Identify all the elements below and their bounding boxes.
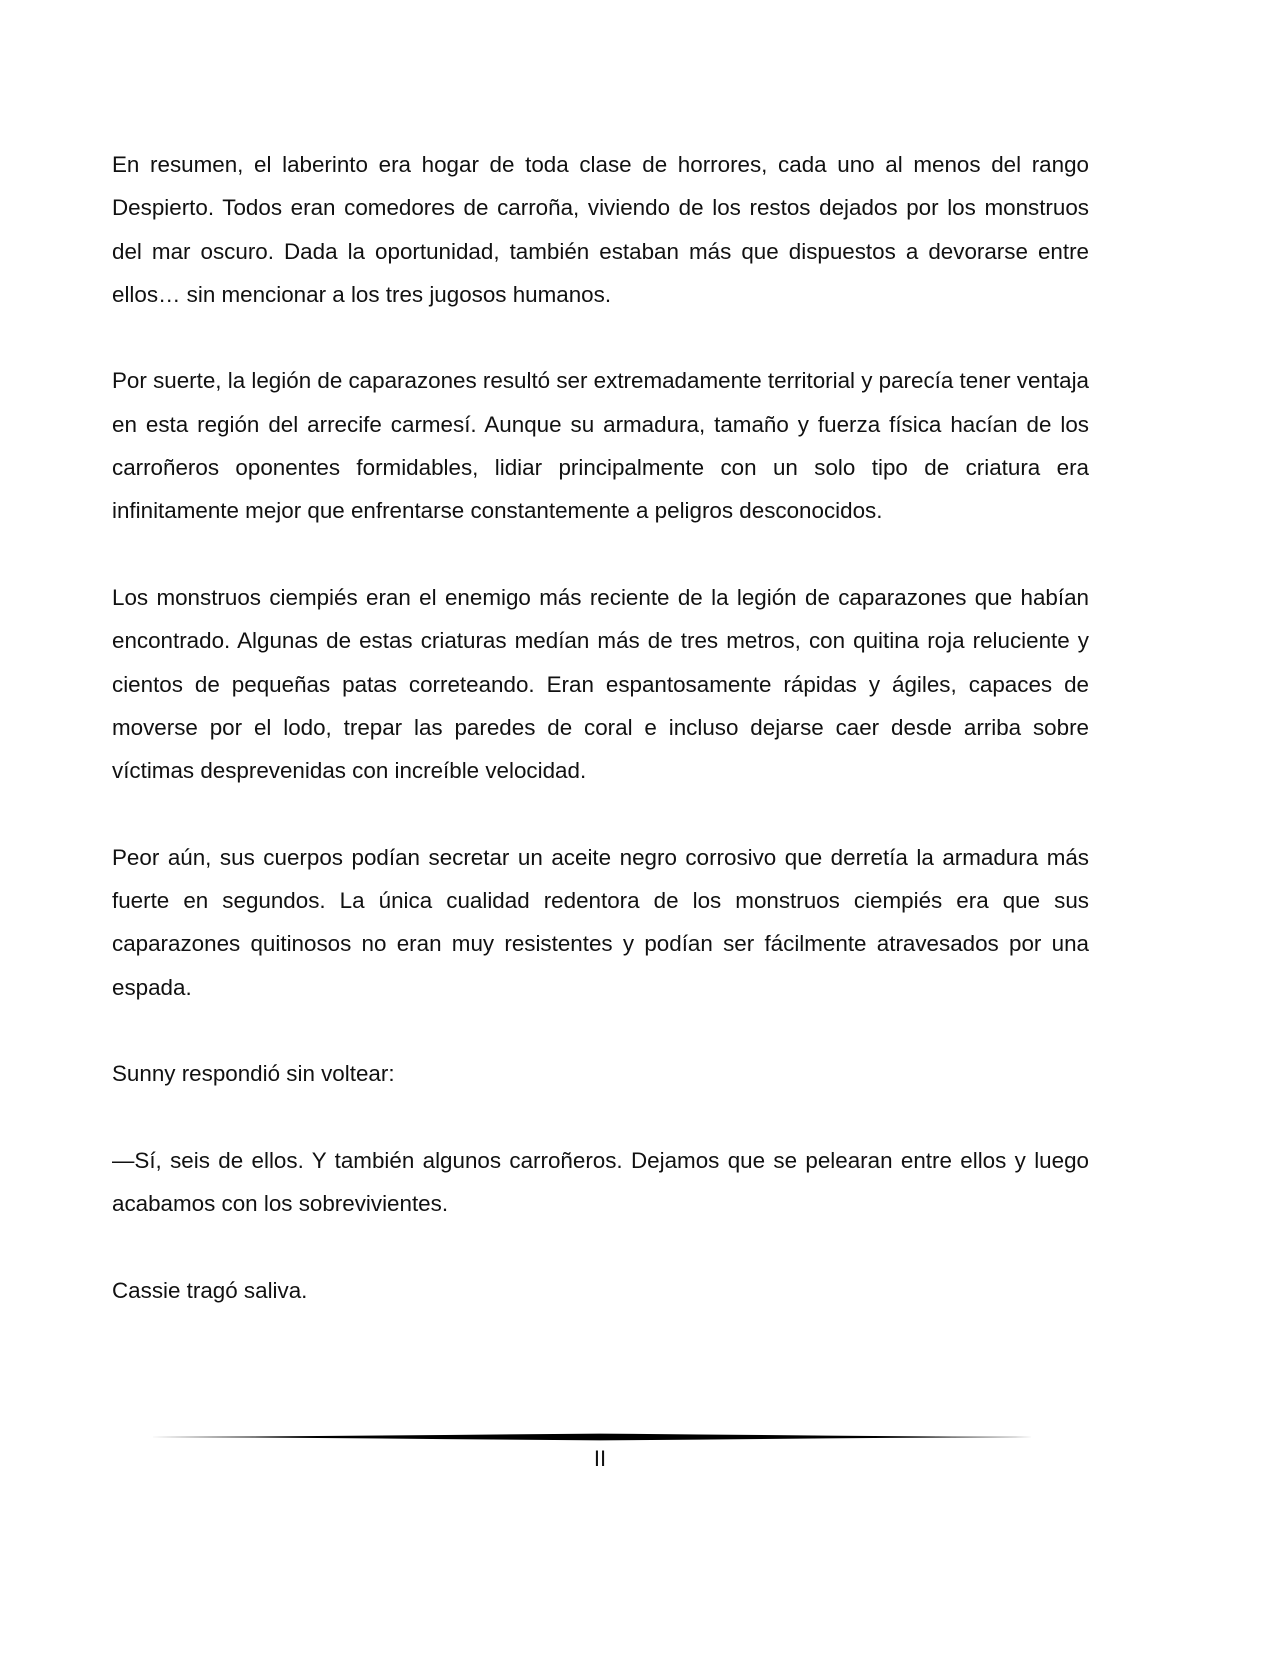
paragraph-5: Sunny respondió sin voltear: — [112, 1061, 395, 1087]
paragraph-2: Por suerte, la legión de caparazones resultó ser extremadamente territorial y parecía tener ventaja en esta región del arrecife carmesí. Aunque su armadura, tamaño y fuerza física hacían de los carroñeros oponentes formidables, lidiar principalmente con un solo tipo de criatura era infinitamente mejor que enfrentarse constantemente a peligros desconocidos. — [112, 368, 1089, 524]
divider-swash — [150, 1434, 1050, 1441]
paragraph-3: Los monstruos ciempiés eran el enemigo más reciente de la legión de caparazones que habían encontrado. Algunas de estas criaturas medían más de tres metros, con quitina roja reluciente y cientos de pequeñas patas correteando. Eran espantosamente rápidas y ágiles, capaces de moverse por el lodo, trepar las paredes de coral e incluso dejarse caer desde arriba sobre víctimas desprevenidas con increíble velocidad. — [112, 584, 1089, 784]
paragraph-6: —Sí, seis de ellos. Y también algunos carroñeros. Dejamos que se pelearan entre ellos y luego acabamos con los sobrevivientes. — [112, 1147, 1089, 1217]
paragraph-4: Peor aún, sus cuerpos podían secretar un aceite negro corrosivo que derretía la armadura más fuerte en segundos. La única cualidad redentora de los monstruos ciempiés era que sus caparazones quitinosos no eran muy resistentes y podían ser fácilmente atravesados por una espada. — [112, 844, 1089, 1000]
body-text — [112, 143, 1089, 1355]
page-divider — [150, 1431, 1050, 1443]
paragraph-7: Cassie tragó saliva. — [112, 1277, 308, 1303]
page-number: II — [593, 1446, 607, 1471]
paragraph-1: En resumen, el laberinto era hogar de toda clase de horrores, cada uno al menos del rango Despierto. Todos eran comedores de carroña, viviendo de los restos dejados por los monstruos del mar oscuro. Dada la oportunidad, también estaban más que dispuestos a devorarse entre ellos… sin mencionar a los tres jugosos humanos. — [112, 152, 1089, 307]
